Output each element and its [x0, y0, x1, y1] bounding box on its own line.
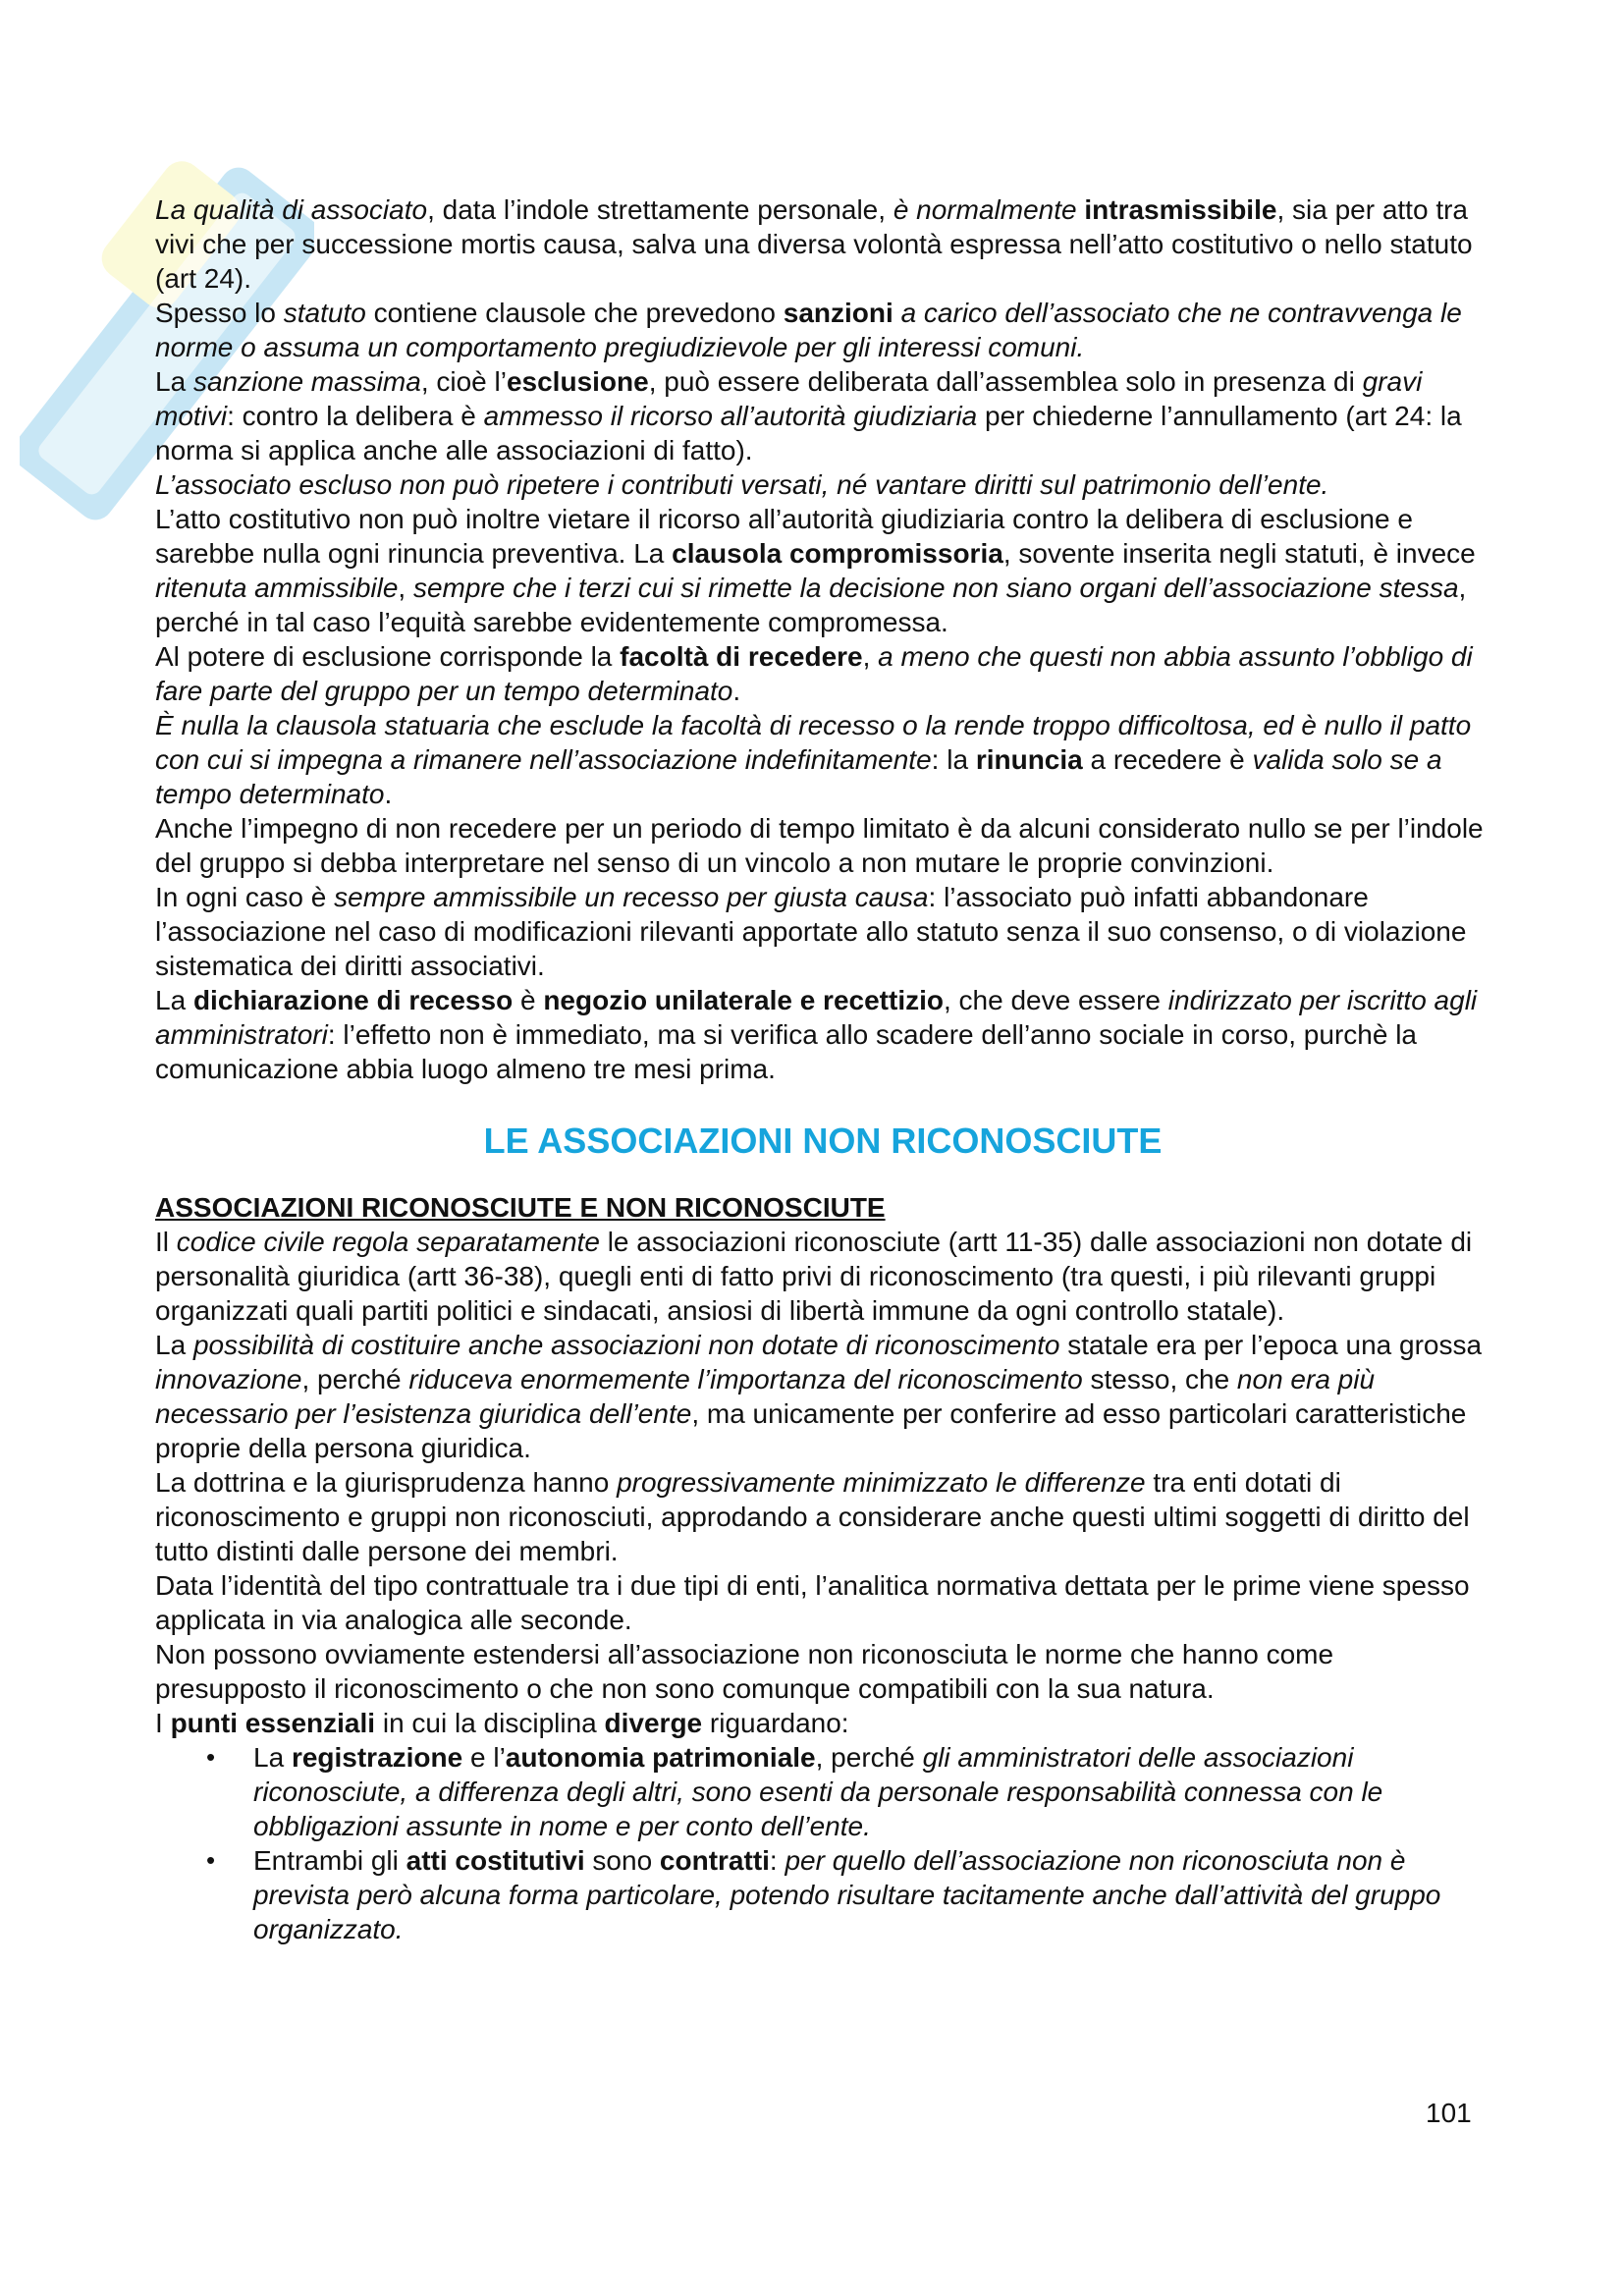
subsection-heading: ASSOCIAZIONI RICONOSCIUTE E NON RICONOSCIUTE [155, 1192, 886, 1223]
text-run: diverge [604, 1708, 703, 1738]
paragraph [155, 1225, 1490, 1328]
text-run: , data l’indole strettamente personale, [427, 194, 893, 225]
text-run: per chiederne l’annullamento (art 24: la norma si applica anche alle associazioni di fatto). [155, 401, 1462, 465]
list-item-text [253, 1742, 1382, 1841]
text-run: a meno che questi non abbia assunto l’obbligo di fare parte del gruppo per un tempo determinato [155, 641, 1473, 706]
text-run: è normalmente [893, 194, 1085, 225]
text-run: ritenuta ammissibile [155, 573, 399, 603]
text-run: , sia per atto tra vivi che per successione mortis causa, salva una diversa volontà espressa nell’atto costitutivo o nello statuto (art 24). [155, 194, 1473, 294]
page-number: 101 [1426, 2098, 1472, 2128]
text-run: possibilità di costituire anche associazioni non dotate di riconoscimento [192, 1330, 1060, 1360]
text-run: Spesso lo [155, 298, 284, 328]
bullet-icon: • [206, 1845, 216, 1875]
section-heading: LE ASSOCIAZIONI NON RICONOSCIUTE [483, 1121, 1163, 1161]
paragraph [155, 364, 1490, 467]
text-run: Anche l’impegno di non recedere per un periodo di tempo limitato è da alcuni considerato nullo se per l’indole del gruppo si debba interpretare nel senso di un vincolo a non mutare le proprie convinzioni. [155, 813, 1484, 878]
text-run: statuto [283, 298, 366, 328]
text-run: La [155, 1330, 193, 1360]
text-run: progressivamente minimizzato le differenze [617, 1467, 1146, 1498]
text-run: a recedere è [1082, 744, 1253, 775]
text-run: sanzioni [783, 298, 893, 328]
paragraph [155, 1568, 1490, 1637]
text-run: , perché in tal caso l’equità sarebbe evidentemente compromessa. [155, 573, 1467, 637]
text-run: e l’ [462, 1742, 506, 1773]
paragraph [155, 192, 1490, 296]
text-run: sanzione massima [192, 366, 421, 397]
text-run: contiene clausole che prevedono [365, 298, 784, 328]
text-run: L’atto costitutivo non può inoltre vietare il ricorso all’autorità giudiziaria contro la delibera di esclusione e sarebbe nulla ogni rinuncia preventiva. La [155, 504, 1413, 569]
text-run: La [155, 366, 193, 397]
text-run: esclusione [506, 366, 649, 397]
text-run: , perché [815, 1742, 923, 1773]
text-run: autonomia patrimoniale [505, 1742, 816, 1773]
text-run: dichiarazione di recesso [192, 985, 514, 1015]
text-run: , cioè l’ [420, 366, 507, 397]
list-item-text [253, 1845, 1440, 1944]
text-run: La [253, 1742, 292, 1773]
list-item [206, 1843, 1490, 1946]
text-run: : contro la delibera è [227, 401, 484, 431]
text-run: innovazione [155, 1364, 302, 1394]
paragraph [155, 983, 1490, 1086]
text-run: clausola compromissoria [672, 538, 1003, 569]
text-run: Al potere di esclusione corrisponde la [155, 641, 621, 672]
document-body [155, 192, 1490, 1946]
paragraph [155, 502, 1490, 639]
paragraph [155, 708, 1490, 811]
paragraph [155, 1706, 1490, 1740]
text-run: per quello dell’associazione non riconosciuta non è prevista però alcuna forma particolare, potendo risultare tacitamente anche dall’attività del gruppo organizzato. [253, 1845, 1441, 1944]
text-run: atti costitutivi [406, 1845, 585, 1876]
text-run: ammesso il ricorso all’autorità giudiziaria [483, 401, 978, 431]
text-run: statale era per l’epoca una grossa [1059, 1330, 1483, 1360]
text-run: a carico dell’associato che ne contravvenga le norme o assuma un comportamento pregiudizievole per gli interessi comuni. [155, 298, 1462, 362]
text-run: , [862, 641, 879, 672]
text-run: facoltà di recedere [620, 641, 863, 672]
text-run: indirizzato per iscritto agli amministratori [155, 985, 1478, 1050]
text-run: , [398, 573, 413, 603]
paragraph [155, 296, 1490, 364]
text-run: : l’associato può infatti abbandonare l’associazione nel caso di modificazioni rilevanti apportate allo statuto senza il suo consenso, o di violazione sistematica dei diritti associativi. [155, 882, 1467, 981]
text-run: La dottrina e la giurisprudenza hanno [155, 1467, 618, 1498]
text-run: , che deve essere [943, 985, 1168, 1015]
text-run: registrazione [291, 1742, 463, 1773]
paragraph [155, 1465, 1490, 1568]
text-run: riguardano: [702, 1708, 849, 1738]
text-run: Data l’identità del tipo contrattuale tra i due tipi di enti, l’analitica normativa dettata per le prime viene spesso applicata in via analogica alle seconde. [155, 1570, 1470, 1635]
text-run: intrasmissibile [1084, 194, 1277, 225]
text-run: gravi motivi [155, 366, 1423, 431]
text-run: tra enti dotati di riconoscimento e gruppi non riconosciuti, approdando a considerare anche questi ultimi soggetti di diritto del tutto distinti dalle persone dei membri. [155, 1467, 1470, 1566]
text-run: rinuncia [975, 744, 1083, 775]
text-run: È nulla la clausola statuaria che esclude la facoltà di recesso o la rende troppo difficoltosa, ed è nullo il patto con cui si impegna a rimanere nell’associazione indefinitamente [155, 710, 1472, 775]
bullet-list [155, 1740, 1490, 1946]
text-run: Entrambi gli [253, 1845, 406, 1876]
text-run: è [513, 985, 544, 1015]
text-run: L’associato escluso non può ripetere i contributi versati, né vantare diritti sul patrimonio dell’ente. [155, 469, 1329, 500]
text-run: contratti [659, 1845, 770, 1876]
text-run: Il [155, 1227, 177, 1257]
text-run: stesso, che [1082, 1364, 1237, 1394]
text-run: gli amministratori delle associazioni riconosciute, a differenza degli altri, sono esenti da personale responsabilità connessa con le obbligazioni assunte in nome e per conto dell’ente. [253, 1742, 1383, 1841]
paragraph [155, 880, 1490, 983]
bullet-icon: • [206, 1742, 216, 1772]
text-run: La qualità di associato [155, 194, 428, 225]
paragraph [155, 811, 1490, 880]
text-run: sempre che i terzi cui si rimette la decisione non siano organi dell’associazione stessa [412, 573, 1459, 603]
text-run: codice civile regola separatamente [176, 1227, 600, 1257]
text-run: in cui la disciplina [375, 1708, 605, 1738]
text-run: I [155, 1708, 171, 1738]
paragraph [155, 1328, 1490, 1465]
text-run: : [769, 1845, 785, 1876]
paragraph [155, 639, 1490, 708]
text-run: negozio unilaterale e recettizio [543, 985, 944, 1015]
text-run: riduceva enormemente l’importanza del riconoscimento [408, 1364, 1083, 1394]
text-run: La [155, 985, 193, 1015]
text-run: , sovente inserita negli statuti, è invece [1002, 538, 1476, 569]
text-run: . [732, 676, 741, 706]
text-run: . [384, 779, 393, 809]
paragraph [155, 1637, 1490, 1706]
text-run: sono [584, 1845, 660, 1876]
text-run: , può essere deliberata dall’assemblea solo in presenza di [648, 366, 1363, 397]
text-run: non era più necessario per l’esistenza giuridica dell’ente [155, 1364, 1376, 1429]
text-run: punti essenziali [170, 1708, 376, 1738]
text-run: valida solo se a tempo determinato [155, 744, 1442, 809]
list-item [206, 1740, 1490, 1843]
text-run: Non possono ovviamente estendersi all’associazione non riconosciuta le norme che hanno come presupposto il riconoscimento o che non sono comunque compatibili con la sua natura. [155, 1639, 1334, 1704]
text-run: , perché [301, 1364, 409, 1394]
text-run: le associazioni riconosciute (artt 11-35) dalle associazioni non dotate di personalità giuridica (artt 36-38), quegli enti di fatto privi di riconoscimento (tra questi, i più rilevanti gruppi organizzati quali partiti politici e sindacati, ansiosi di libertà immune da ogni controllo statale). [155, 1227, 1473, 1326]
text-run: : la [931, 744, 976, 775]
paragraph [155, 467, 1490, 502]
text-run: In ogni caso è [155, 882, 335, 912]
text-run: , ma unicamente per conferire ad esso particolari caratteristiche proprie della persona giuridica. [155, 1398, 1467, 1463]
text-run: : l’effetto non è immediato, ma si verifica allo scadere dell’anno sociale in corso, purchè la comunicazione abbia luogo almeno tre mesi prima. [155, 1019, 1417, 1084]
text-run: sempre ammissibile un recesso per giusta causa [334, 882, 929, 912]
